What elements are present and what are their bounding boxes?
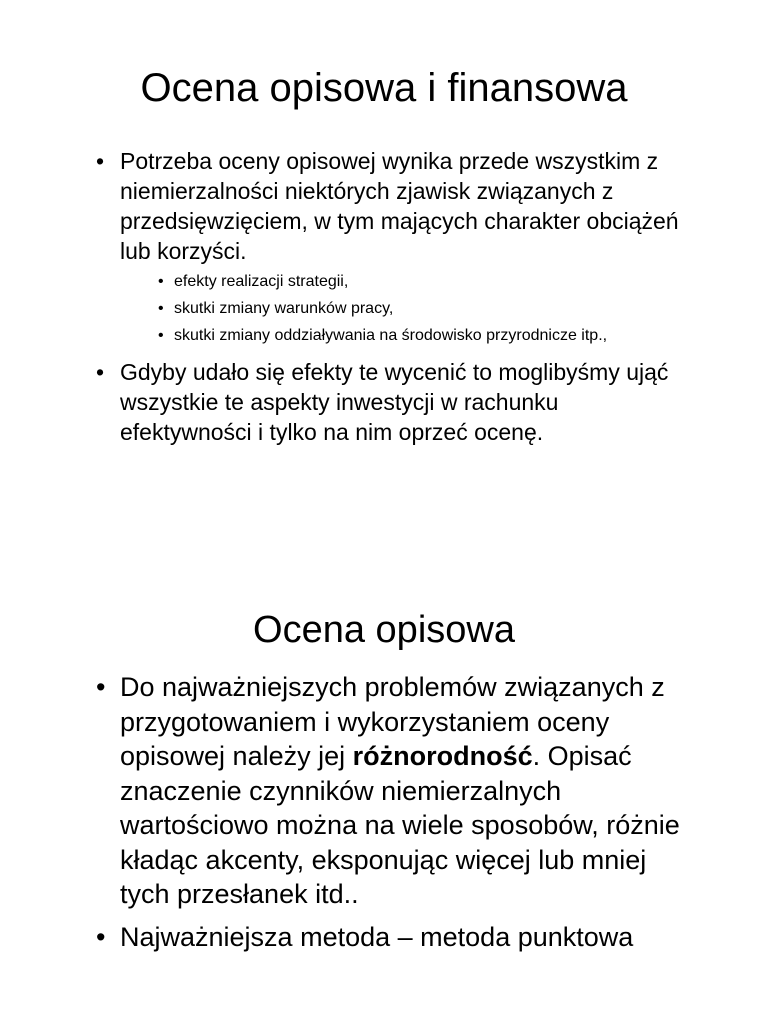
slide-1-bullet-list (96, 146, 696, 447)
slide-1-bullet-item (96, 357, 696, 447)
slide-2-bullet-item (96, 670, 696, 912)
bullet-icon: • (96, 672, 106, 702)
slide-2 (0, 512, 768, 1024)
sub-list-item-text: efekty realizacji strategii, (174, 273, 349, 290)
slide-2-bullet-item (96, 920, 696, 955)
slide-1-bullet-text: Potrzeba oceny opisowej wynika przede wszystkim z niemierzalności niektórych zjawisk związanych z przedsięwzięciem, w tym mających charakter obciążeń lub korzyści. (120, 148, 679, 264)
sub-list-item (158, 295, 696, 322)
slide-2-bullet-text-end: . Opisać znaczenie czynników niemierzalnych wartościowo można na wiele sposobów, różnie kładąc akcenty, eksponując więcej lub mniej tych przesłanek itd.. (120, 741, 680, 909)
emphasis-text: różnorodność (352, 741, 533, 771)
sub-list-item (158, 322, 696, 349)
bullet-icon: • (158, 327, 164, 344)
bullet-icon: • (96, 359, 105, 385)
sub-list-item-text: skutki zmiany warunków pracy, (174, 300, 394, 317)
bullet-icon: • (158, 300, 164, 317)
slide-2-bullet-text: Najważniejsza metoda – metoda punktowa (120, 921, 634, 952)
sub-list-item (158, 268, 696, 295)
slide-1-bullet-item (96, 146, 696, 349)
bullet-icon: • (96, 148, 105, 174)
slide-1-sub-list (120, 268, 696, 349)
slide-2-title: Ocena opisowa (253, 609, 515, 651)
sub-list-item-text: skutki zmiany oddziaływania na środowisko przyrodnicze itp., (174, 327, 608, 344)
slide-1-bullet-text: Gdyby udało się efekty te wycenić to moglibyśmy ująć wszystkie te aspekty inwestycji w rachunku efektywności i tylko na nim oprzeć ocenę. (120, 359, 669, 445)
slide-1-title: Ocena opisowa i finansowa (140, 66, 628, 110)
slide-2-bullet-list (96, 670, 696, 954)
bullet-icon: • (158, 273, 164, 290)
slide-2-bullet-text-start: Do najważniejszych problemów związanych z przygotowaniem i wykorzystaniem oceny opisowej należy jej (120, 672, 665, 771)
bullet-icon: • (96, 921, 106, 952)
